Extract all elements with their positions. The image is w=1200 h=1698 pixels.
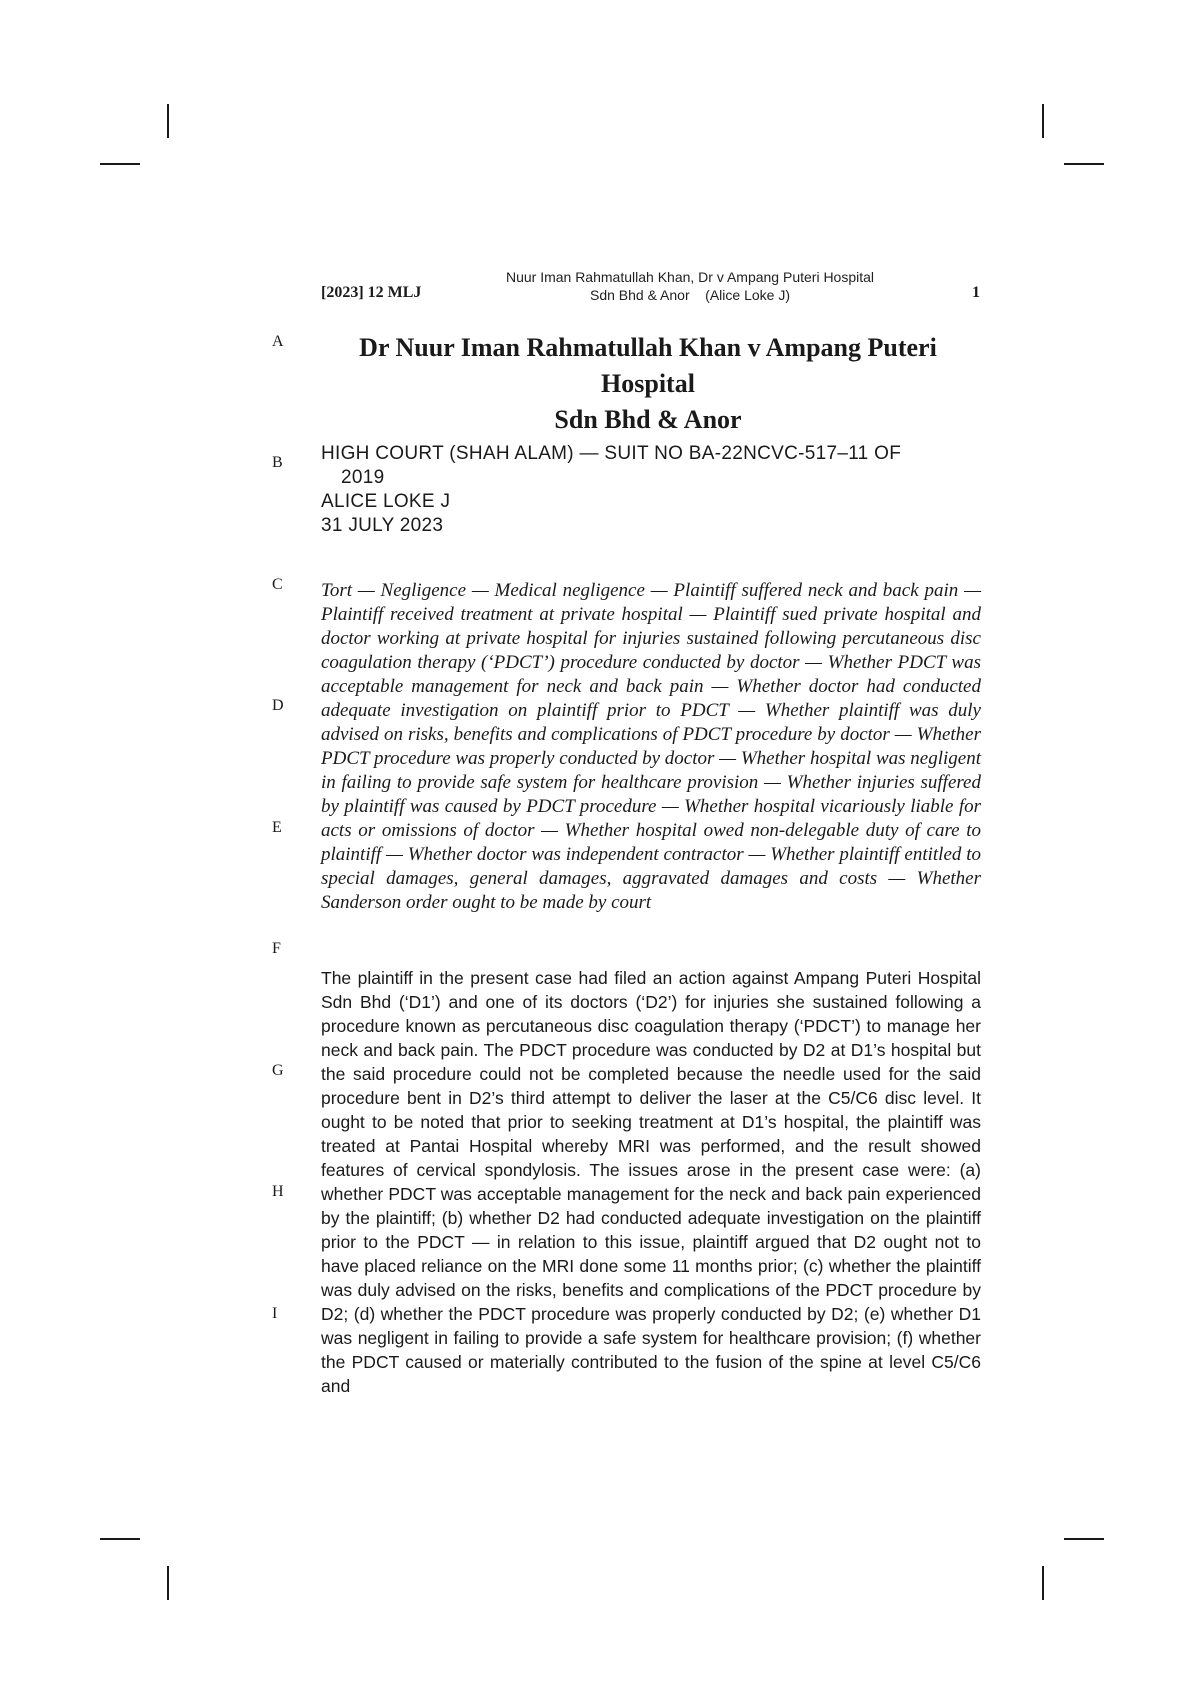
judgment-date: 31 JULY 2023 [321, 515, 444, 536]
margin-letter-i: I [272, 1305, 278, 1322]
margin-letter-g: G [272, 1062, 284, 1079]
page-number: 1 [972, 284, 980, 301]
crop-mark-bottom-left-vertical [167, 1566, 169, 1600]
crop-mark-bottom-right-horizontal [1064, 1538, 1104, 1540]
margin-letter-f: F [272, 940, 281, 957]
court-suit-line1: HIGH COURT (SHAH ALAM) — SUIT NO BA-22NCVC-517–11 OF [321, 443, 902, 464]
running-title [440, 268, 940, 304]
margin-letter-h: H [272, 1183, 284, 1200]
judge-name: ALICE LOKE J [321, 491, 451, 512]
court-details [321, 442, 981, 538]
crop-mark-top-left-horizontal [100, 163, 140, 165]
header-citation: [2023] 12 MLJ [321, 284, 422, 301]
margin-letter-e: E [272, 819, 282, 836]
headnote-paragraph: The plaintiff in the present case had filed an action against Ampang Puteri Hospital Sdn Bhd (‘D1’) and one of its doctors (‘D2’) for injuries she sustained following a procedure known as percutaneous disc coagulation therapy (‘PDCT’) to manage her neck and back pain. The PDCT procedure was conducted by D2 at D1’s hospital but the said procedure could not be completed because the needle used for the said procedure bent in D2’s third attempt to deliver the laser at the C5/C6 disc level. It ought to be noted that prior to seeking treatment at D1’s hospital, the plaintiff was treated at Pantai Hospital whereby MRI was performed, and the result showed features of cervical spondylosis. The issues arose in the present case were: (a) whether PDCT was acceptable management for the neck and back pain experienced by the plaintiff; (b) whether D2 had conducted adequate investigation on the plaintiff prior to the PDCT — in relation to this issue, plaintiff argued that D2 ought not to have placed reliance on the MRI done some 11 months prior; (c) whether the plaintiff was duly advised on the risks, benefits and complications of the PDCT procedure by D2; (d) whether the PDCT procedure was properly conducted by D2; (e) whether D1 was negligent in failing to provide a safe system for healthcare provision; (f) whether the PDCT caused or materially contributed to the fusion of the spine at level C5/C6 and [321, 968, 981, 1396]
crop-mark-bottom-right-vertical [1042, 1566, 1044, 1600]
crop-mark-top-right-vertical [1042, 104, 1044, 138]
running-title-line2: Sdn Bhd & Anor (Alice Loke J) [590, 287, 790, 303]
court-suit-line2: 2019 [341, 467, 385, 488]
crop-mark-top-left-vertical [167, 104, 169, 138]
case-title-line1: Dr Nuur Iman Rahmatullah Khan v Ampang Puteri Hospital [359, 333, 937, 398]
case-title-line2: Sdn Bhd & Anor [554, 405, 742, 434]
crop-mark-top-right-horizontal [1064, 163, 1104, 165]
catchwords-paragraph: Tort — Negligence — Medical negligence — Plaintiff suffered neck and back pain — Plaintiff received treatment at private hospital — Plaintiff sued private hospital and doctor working at private hospital for injuries sustained following percutaneous disc coagulation therapy (‘PDCT’) procedure conducted by doctor — Whether PDCT was acceptable management for neck and back pain — Whether doctor had conducted adequate investigation on plaintiff prior to PDCT — Whether plaintiff was duly advised on risks, benefits and complications of PDCT procedure by doctor — Whether PDCT procedure was properly conducted by doctor — Whether hospital was negligent in failing to provide safe system for healthcare provision — Whether injuries suffered by plaintiff was caused by PDCT procedure — Whether hospital vicariously liable for acts or omissions of doctor — Whether hospital owed non-delegable duty of care to plaintiff — Whether doctor was independent contractor — Whether plaintiff entitled to special damages, general damages, aggravated damages and costs — Whether Sanderson order ought to be made by court [321, 580, 981, 913]
case-title [318, 330, 978, 438]
margin-letter-b: B [272, 454, 283, 471]
margin-letter-d: D [272, 697, 284, 714]
running-title-line1: Nuur Iman Rahmatullah Khan, Dr v Ampang Puteri Hospital [505, 269, 875, 285]
crop-mark-bottom-left-horizontal [100, 1538, 140, 1540]
margin-letter-a: A [272, 333, 284, 350]
margin-letter-c: C [272, 576, 283, 593]
